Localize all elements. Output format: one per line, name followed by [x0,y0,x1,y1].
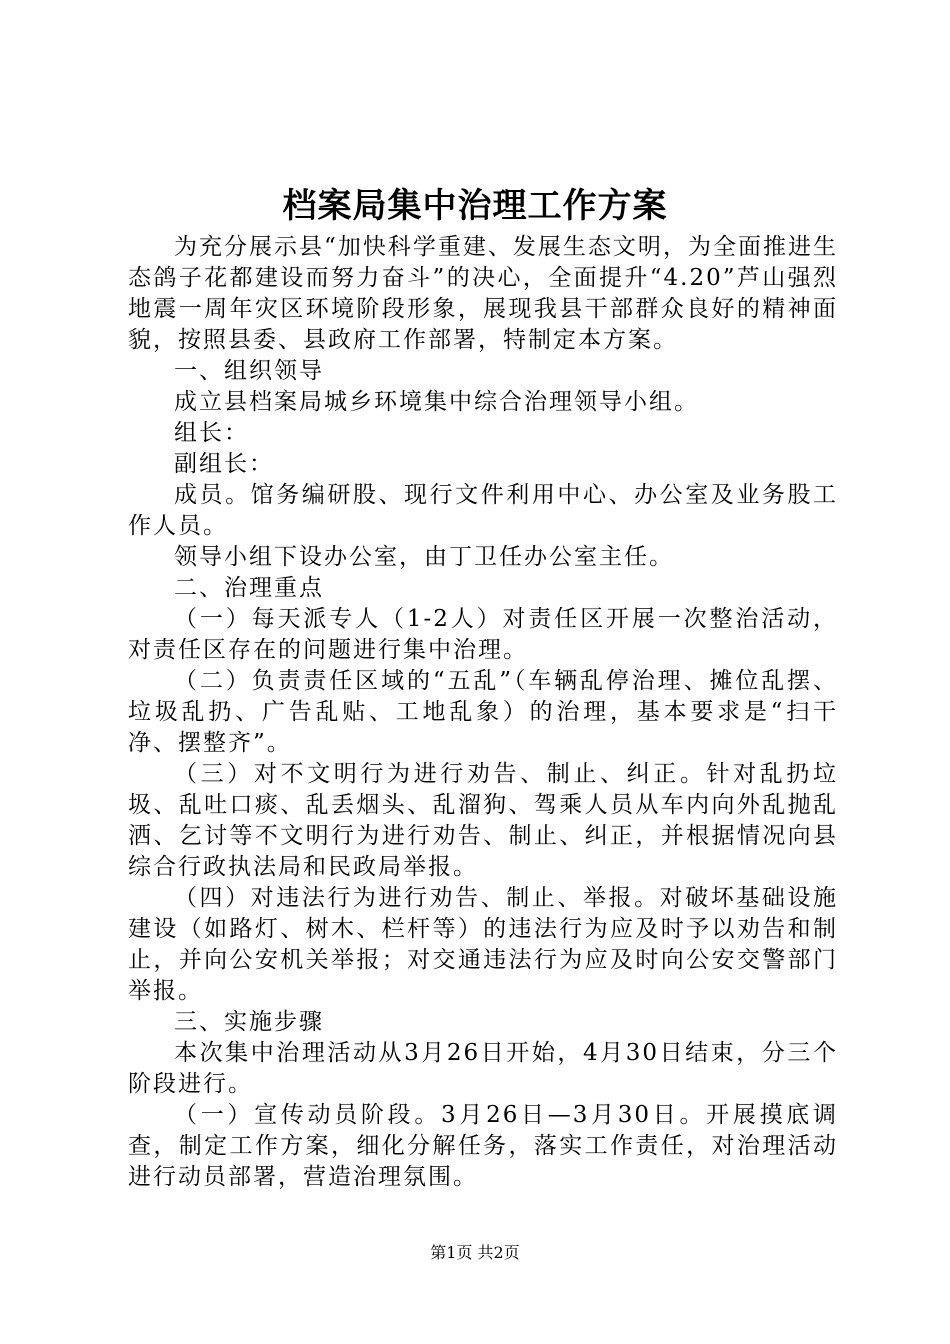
section-heading-organization: 一、组织领导 [174,358,324,384]
list-item-paragraph: （三）对不文明行为进行劝告、制止、纠正。针对乱扔垃圾、乱吐口痰、乱丢烟头、乱溜狗、驾乘人员从车内向外乱抛乱洒、乞讨等不文明行为进行劝告、制止、纠正，并根据情况向县综合行政执法局和民政局举报。 [128,761,838,880]
body-paragraph: 本次集中治理活动从3月26日开始，4月30日结束，分三个阶段进行。 [128,1040,838,1097]
list-item-paragraph: （一）每天派专人（1-2人）对责任区开展一次整治活动，对责任区存在的问题进行集中治理。 [128,606,838,663]
page-footer: 第1页 共2页 [430,1243,520,1262]
body-paragraph: 领导小组下设办公室，由丁卫任办公室主任。 [174,544,674,570]
section-heading-focus: 二、治理重点 [174,575,324,601]
document-title: 档案局集中治理工作方案 [282,186,668,226]
body-paragraph: 成立县档案局城乡环境集中综合治理领导小组。 [174,389,699,415]
deputy-leader-line: 副组长： [174,451,274,477]
section-heading-steps: 三、实施步骤 [174,1009,324,1035]
document-body [128,232,838,1193]
members-paragraph: 成员。馆务编研股、现行文件利用中心、办公室及业务股工作人员。 [128,482,838,539]
list-item-paragraph: （二）负责责任区域的“五乱”（车辆乱停治理、摊位乱摆、垃圾乱扔、广告乱贴、工地乱象）的治理，基本要求是“扫干净、摆整齐”。 [128,668,838,756]
list-item-paragraph: （四）对违法行为进行劝告、制止、举报。对破坏基础设施建设（如路灯、树木、栏杆等）的违法行为应及时予以劝告和制止，并向公安机关举报；对交通违法行为应及时向公安交警部门举报。 [128,885,838,1004]
intro-paragraph: 为充分展示县“加快科学重建、发展生态文明，为全面推进生态鸽子花都建设而努力奋斗”的决心，全面提升“4.20”芦山强烈地震一周年灾区环境阶段形象，展现我县干部群众良好的精神面貌，按照县委、县政府工作部署，特制定本方案。 [128,234,838,353]
list-item-paragraph: （一）宣传动员阶段。3月26日—3月30日。开展摸底调查，制定工作方案，细化分解任务，落实工作责任，对治理活动进行动员部署，营造治理氛围。 [128,1102,838,1190]
leader-line: 组长： [174,420,249,446]
